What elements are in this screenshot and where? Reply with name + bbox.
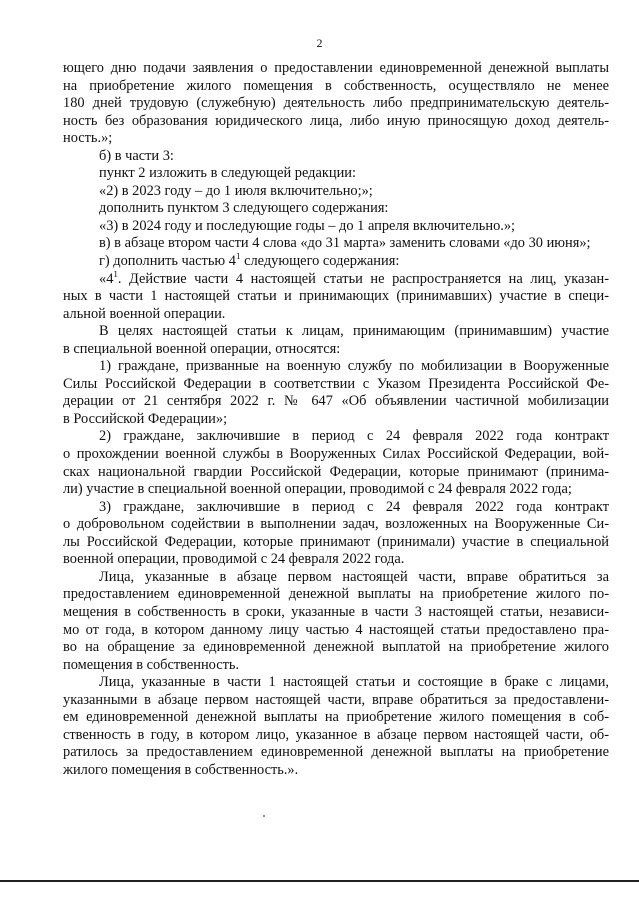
- text-line: [63, 130, 609, 148]
- text-line: [63, 657, 609, 675]
- text-line: [63, 639, 609, 657]
- text-line: [63, 762, 609, 780]
- line-text-continued: . Действие части 4 настоящей статьи не распространяется на лиц, указан-: [117, 270, 609, 287]
- line-text: ственность в году, в котором лицо, указанное в абзаце первом настоящей части, об-: [63, 726, 609, 743]
- text-line: [63, 586, 609, 604]
- bottom-border: [0, 880, 639, 882]
- line-text: Лица, указанные в абзаце первом настоящей части, вправе обратиться за: [99, 568, 609, 585]
- line-text: «3) в 2024 году и последующие годы – до 1 апреля включительно.»;: [99, 217, 516, 234]
- line-text: лы Российской Федерации, которые принимают (принимали) участие в специальной: [63, 533, 609, 550]
- line-text: 2) граждане, заключившие в период с 24 февраля 2022 года контракт: [99, 428, 609, 445]
- text-line: [63, 271, 609, 289]
- line-text: о добровольном содействии в выполнении задач, возложенных на Вооруженные Си-: [63, 516, 609, 533]
- line-text-continued: следующего содержания:: [240, 253, 400, 270]
- text-line: [63, 235, 609, 253]
- line-text: ных в части 1 настоящей статьи и принимающих (принимавших) участие в специ-: [63, 288, 609, 305]
- text-line: [63, 60, 609, 78]
- line-text: помещения в собственность.: [63, 656, 240, 673]
- text-line: [63, 411, 609, 429]
- line-text: ность.»;: [63, 130, 113, 147]
- document-body: [63, 60, 609, 779]
- line-text: на приобретение жилого помещения в собственность, осуществляло не менее: [63, 77, 609, 94]
- line-text: во на обращение за единовременной денежной выплатой на приобретение жилого: [63, 639, 609, 656]
- page-number: 2: [316, 36, 323, 50]
- text-line: [63, 113, 609, 131]
- text-line: [63, 165, 609, 183]
- line-text: военной операции, проводимой с 24 февраля 2022 года.: [63, 551, 405, 568]
- line-text: б) в части 3:: [99, 147, 174, 164]
- line-text: предоставлением единовременной денежной выплаты на приобретение жилого по-: [63, 586, 609, 603]
- line-text: «4: [99, 270, 114, 287]
- scan-speck: [263, 815, 265, 817]
- text-line: [63, 323, 609, 341]
- line-text: мо от года, в котором данному лицу частью 4 настоящей статьи предоставлено пра-: [63, 621, 609, 638]
- line-text: в Российской Федерации»;: [63, 410, 228, 427]
- text-line: [63, 516, 609, 534]
- text-line: [63, 744, 609, 762]
- superscript: 1: [113, 270, 118, 279]
- text-line: [63, 534, 609, 552]
- text-line: [63, 148, 609, 166]
- line-text: Лица, указанные в части 1 настоящей статьи и состоящие в браке с лицами,: [99, 674, 609, 691]
- line-text: 1) граждане, призванные на военную службу по мобилизации в Вооруженные: [99, 358, 609, 375]
- text-line: [63, 692, 609, 710]
- line-text: 3) граждане, заключившие в период с 24 февраля 2022 года контракт: [99, 498, 609, 515]
- text-line: [63, 358, 609, 376]
- line-text: сках национальной гвардии Российской Федерации, которые принимают (принима-: [63, 463, 609, 480]
- line-text: пункт 2 изложить в следующей редакции:: [99, 165, 356, 182]
- text-line: [63, 481, 609, 499]
- text-line: [63, 727, 609, 745]
- text-line: [63, 604, 609, 622]
- text-line: [63, 95, 609, 113]
- text-line: [63, 551, 609, 569]
- line-text: ющего дню подачи заявления о предоставлении единовременной денежной выплаты: [63, 60, 609, 76]
- text-line: [63, 218, 609, 236]
- line-text: ем единовременной денежной выплаты на приобретение жилого помещения в соб-: [63, 709, 609, 726]
- superscript: 1: [235, 253, 241, 262]
- line-text: Силы Российской Федерации в соответствии с Указом Президента Российской Фе-: [63, 375, 609, 392]
- line-text: мещения в собственность в сроки, указанные в части 3 настоящей статьи, независи-: [63, 603, 609, 620]
- text-line: [63, 428, 609, 446]
- line-text: В целях настоящей статьи к лицам, принимающим (принимавшим) участие: [99, 323, 609, 340]
- line-text: дерации от 21 сентября 2022 г. № 647 «Об объявлении частичной мобилизации: [63, 393, 609, 410]
- line-text: дополнить пунктом 3 следующего содержания:: [99, 200, 389, 217]
- text-line: [63, 341, 609, 359]
- text-line: [63, 200, 609, 218]
- text-line: [63, 288, 609, 306]
- line-text: жилого помещения в собственность.».: [63, 761, 299, 778]
- text-line: [63, 464, 609, 482]
- line-text: указанными в абзаце первом настоящей части, вправе обратиться за предоставлени-: [63, 691, 609, 708]
- text-line: [63, 306, 609, 324]
- text-line: [63, 376, 609, 394]
- line-text: в) в абзаце втором части 4 слова «до 31 марта» заменить словами «до 30 июня»;: [99, 235, 591, 252]
- line-text: ность без образования юридического лица, либо иную приносящую доход деятель-: [63, 112, 609, 129]
- text-line: [63, 709, 609, 727]
- text-line: [63, 622, 609, 640]
- text-line: [63, 446, 609, 464]
- line-text: «2) в 2023 году – до 1 июля включительно;»;: [99, 182, 373, 199]
- line-text: ратилось за предоставлением единовременной денежной выплаты на приобретение: [63, 744, 609, 761]
- text-line: [63, 183, 609, 201]
- text-line: [63, 674, 609, 692]
- line-text: 180 дней трудовую (служебную) деятельность либо предпринимательскую деятель-: [63, 95, 609, 112]
- text-line: [63, 499, 609, 517]
- line-text: ли) участие в специальной военной операции, проводимой с 24 февраля 2022 года;: [63, 481, 572, 498]
- line-text: в специальной военной операции, относятся:: [63, 340, 341, 357]
- line-text: г) дополнить частью 4: [99, 253, 236, 270]
- text-line: [63, 78, 609, 96]
- text-line: [63, 569, 609, 587]
- line-text: о прохождении военной службы в Вооруженных Силах Российской Федерации, вой-: [63, 446, 609, 463]
- line-text: альной военной операции.: [63, 305, 226, 322]
- text-line: [63, 393, 609, 411]
- text-line: [63, 253, 609, 271]
